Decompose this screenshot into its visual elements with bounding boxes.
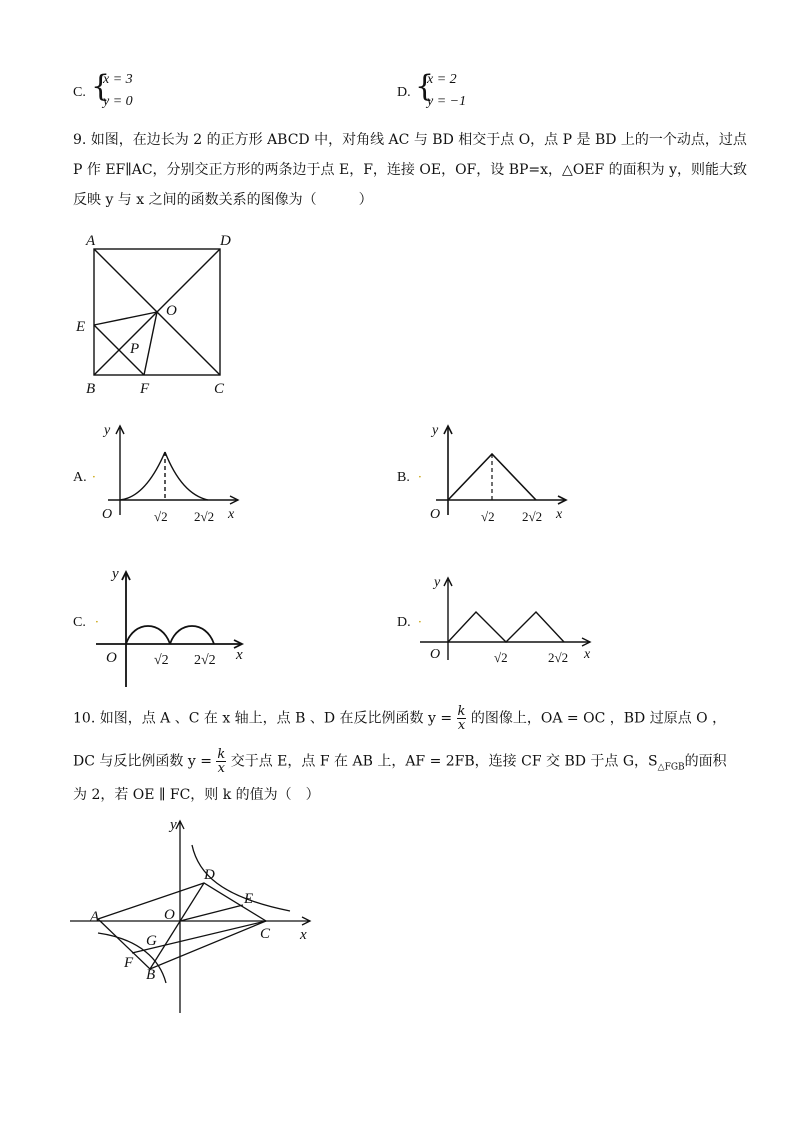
label-b: B bbox=[86, 381, 96, 397]
label-c: C bbox=[214, 381, 225, 397]
option-c-brace: { bbox=[91, 69, 111, 104]
svg-text:2√2: 2√2 bbox=[522, 509, 543, 524]
svg-text:E: E bbox=[244, 891, 254, 907]
svg-text:F: F bbox=[124, 955, 134, 971]
svg-text:x: x bbox=[228, 507, 235, 522]
q9-graph-a bbox=[98, 420, 248, 530]
q10-line1: 10. 如图，点 A 、C 在 x 轴上，点 B 、D 在反比例函数 y = $\frac{k}{x}$ 的图像上，OA = OC ，BD 过原点 O ， bbox=[73, 704, 727, 733]
svg-text:y: y bbox=[170, 817, 177, 833]
option-c-label: C. bbox=[73, 85, 86, 100]
label-f: F bbox=[140, 381, 150, 397]
svg-text:y: y bbox=[432, 423, 439, 438]
label-p: P bbox=[130, 341, 140, 357]
svg-text:√2: √2 bbox=[481, 509, 495, 524]
q9-option-c-label: C. bbox=[73, 615, 86, 630]
q9-line1: 9. 如图，在边长为 2 的正方形 ABCD 中，对角线 AC 与 BD 相交于点 O，点 P 是 BD 上的一个动点，过点 bbox=[73, 132, 747, 148]
q9-option-d-label: D. bbox=[397, 615, 411, 630]
option-d-eq2: y = −1 bbox=[427, 94, 467, 109]
svg-text:y: y bbox=[434, 575, 441, 590]
option-d-eq1: x = 2 bbox=[427, 72, 457, 87]
svg-text:D: D bbox=[204, 867, 215, 883]
marker-dot: · bbox=[418, 470, 422, 484]
q9-option-b-label: B. bbox=[397, 470, 410, 485]
svg-text:x: x bbox=[556, 507, 563, 522]
svg-text:2√2: 2√2 bbox=[194, 509, 215, 524]
svg-text:2√2: 2√2 bbox=[548, 650, 569, 665]
label-a: A bbox=[86, 233, 96, 249]
segment-oe bbox=[94, 312, 157, 325]
fraction-k-over-x: $\frac{k}{x}$ bbox=[217, 747, 226, 776]
q9-line2: P 作 EF∥AC，分别交正方形的两条边于点 E，F，连接 OE，OF，设 BP=x，△OEF 的面积为 y，则能大致 bbox=[73, 162, 748, 178]
marker-dot: · bbox=[92, 470, 96, 484]
option-d-label: D. bbox=[397, 85, 411, 100]
svg-text:A: A bbox=[90, 909, 100, 925]
svg-text:O: O bbox=[430, 647, 441, 662]
option-d-brace: { bbox=[415, 69, 435, 104]
svg-text:O: O bbox=[430, 507, 441, 522]
q10-figure bbox=[70, 815, 320, 1015]
svg-text:O: O bbox=[102, 507, 113, 522]
svg-text:√2: √2 bbox=[154, 653, 169, 668]
svg-text:√2: √2 bbox=[154, 509, 168, 524]
svg-text:B: B bbox=[146, 967, 156, 983]
svg-text:C: C bbox=[260, 926, 271, 942]
q10-line3: 为 2，若 OE ∥ FC，则 k 的值为（ ） bbox=[73, 787, 320, 803]
q10-line2: DC 与反比例函数 y = $\frac{k}{x}$ 交于点 E，点 F 在 AB 上，AF = 2FB，连接 CF 交 BD 于点 G，$S_{\triangle FGB}$的面积 bbox=[73, 747, 727, 776]
svg-text:G: G bbox=[146, 933, 157, 949]
svg-text:x: x bbox=[584, 647, 591, 662]
svg-text:x: x bbox=[300, 927, 307, 943]
q9-graph-b bbox=[426, 420, 576, 530]
marker-dot: · bbox=[418, 615, 422, 629]
label-d: D bbox=[220, 233, 231, 249]
option-c-eq2: y = 0 bbox=[103, 94, 133, 109]
svg-text:O: O bbox=[164, 907, 175, 923]
q9-graph-d bbox=[418, 570, 598, 670]
label-o: O bbox=[166, 303, 177, 319]
svg-text:O: O bbox=[106, 650, 117, 666]
fraction-k-over-x: $\frac{k}{x}$ bbox=[457, 704, 466, 733]
segment-of bbox=[144, 312, 157, 375]
q9-square-figure bbox=[70, 225, 240, 400]
q9-line3: 反映 y 与 x 之间的函数关系的图像为（ ） bbox=[73, 192, 373, 208]
q9-option-a-label: A. bbox=[73, 470, 87, 485]
label-e: E bbox=[76, 319, 86, 335]
marker-dot: · bbox=[95, 615, 99, 629]
svg-text:y: y bbox=[104, 423, 111, 438]
svg-text:2√2: 2√2 bbox=[194, 653, 216, 668]
q9-graph-c bbox=[90, 562, 250, 692]
option-c-eq1: x = 3 bbox=[103, 72, 133, 87]
svg-text:√2: √2 bbox=[494, 650, 508, 665]
svg-text:y: y bbox=[112, 566, 119, 582]
svg-text:x: x bbox=[236, 647, 243, 663]
